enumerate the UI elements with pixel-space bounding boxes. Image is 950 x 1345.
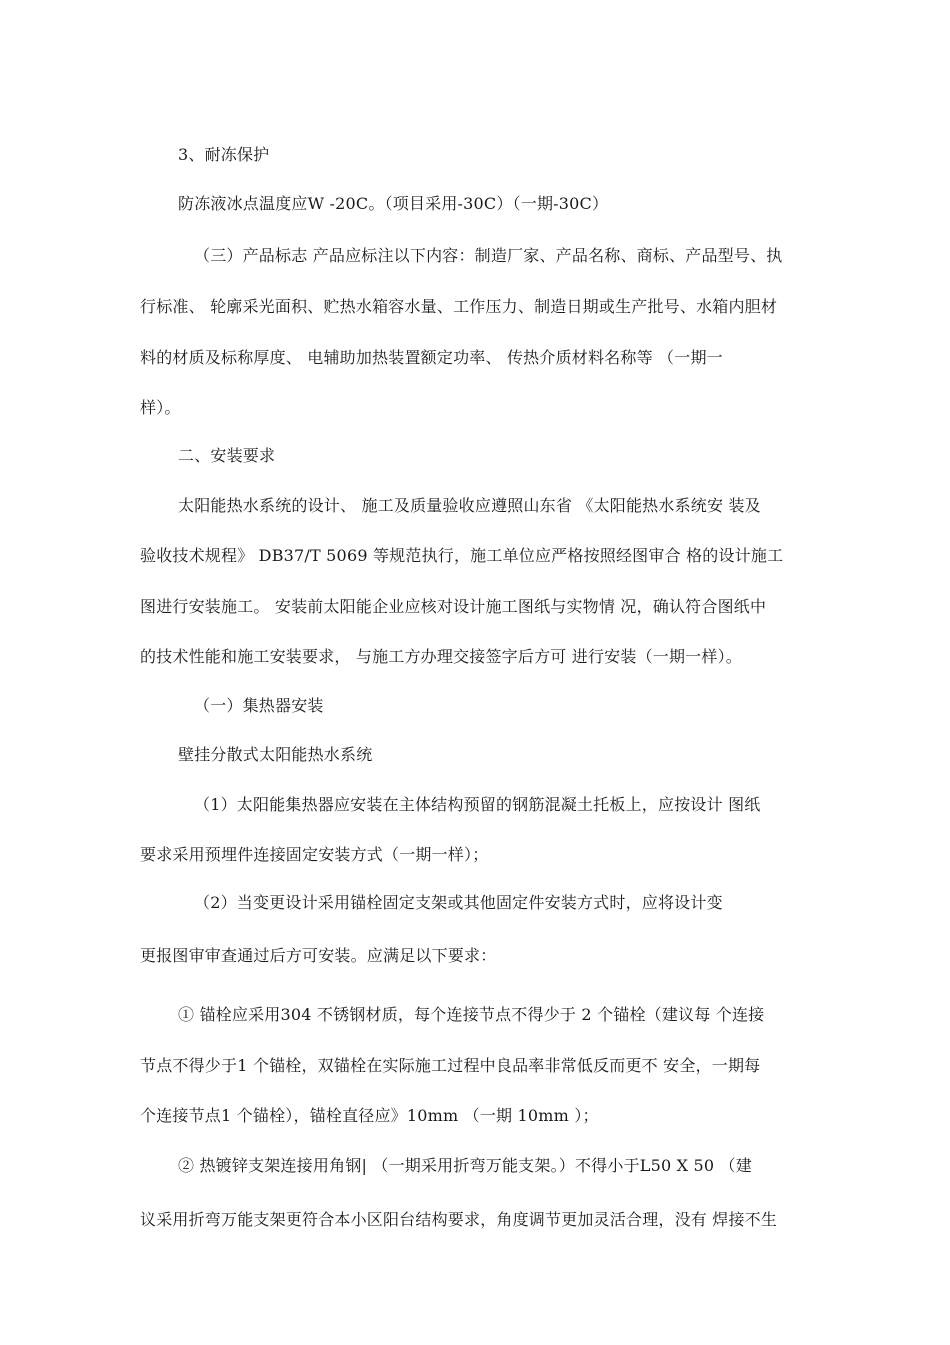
paragraph-line: 更报图审审查通过后方可安装。应满足以下要求： [140,946,497,965]
paragraph-line: 的技术性能和施工安装要求， 与施工方办理交接签字后方可 进行安装（一期一样）。 [140,647,742,666]
paragraph-line: ① 锚栓应采用304 不锈钢材质，每个连接节点不得少于 2 个锚栓（建议每 个连接 [178,1005,765,1024]
paragraph-line: 节点不得少于1 个锚栓，双锚栓在实际施工过程中良品率非常低反而更不 安全，一期每 [140,1056,761,1075]
paragraph-line: 行标准、 轮廓采光面积、贮热水箱容水量、工作压力、制造日期或生产批号、水箱内胆材 [140,297,778,316]
paragraph-line: 验收技术规程》 DB37/T 5069 等规范执行，施工单位应严格按照经图审合 格的设计施工 [140,546,784,565]
paragraph-line: 议采用折弯万能支架更符合本小区阳台结构要求，角度调节更加灵活合理，没有 焊接不生 [140,1210,778,1229]
paragraph-line: 料的材质及标称厚度、 电辅助加热装置额定功率、 传热介质材料名称等 （一期一 [140,348,723,367]
paragraph-line: 图进行安装施工。 安装前太阳能企业应核对设计施工图纸与实物情 况，确认符合图纸中 [140,597,767,616]
paragraph-line: 要求采用预埋件连接固定安装方式（一期一样）； [140,845,489,864]
paragraph-line: 太阳能热水系统的设计、 施工及质量验收应遵照山东省 《太阳能热水系统安 装及 [178,496,761,515]
paragraph-line: （三）产品标志 产品应标注以下内容：制造厂家、产品名称、商标、产品型号、执 [194,246,783,265]
paragraph-line: 防冻液冰点温度应W -20C。（项目采用-30C）（一期-30C） [178,194,609,213]
paragraph-line: ② 热镀锌支架连接用角钢| （一期采用折弯万能支架。）不得小于L50 X 50 （建 [178,1156,752,1175]
paragraph-line: 样）。 [140,398,181,417]
section-heading-installation: 二、安装要求 [178,446,276,465]
paragraph-line: 个连接节点1 个锚栓），锚栓直径应》10mm （一期 10mm ）； [140,1106,599,1125]
paragraph-line: 壁挂分散式太阳能热水系统 [178,745,373,764]
paragraph-line: （2）当变更设计采用锚栓固定支架或其他固定件安装方式时，应将设计变 [194,893,723,912]
subsection-heading-collector: （一）集热器安装 [194,696,324,715]
section-heading-antifreeze: 3、耐冻保护 [178,145,270,164]
paragraph-line: （1）太阳能集热器应安装在主体结构预留的钢筋混凝土托板上，应按设计 图纸 [194,795,761,814]
